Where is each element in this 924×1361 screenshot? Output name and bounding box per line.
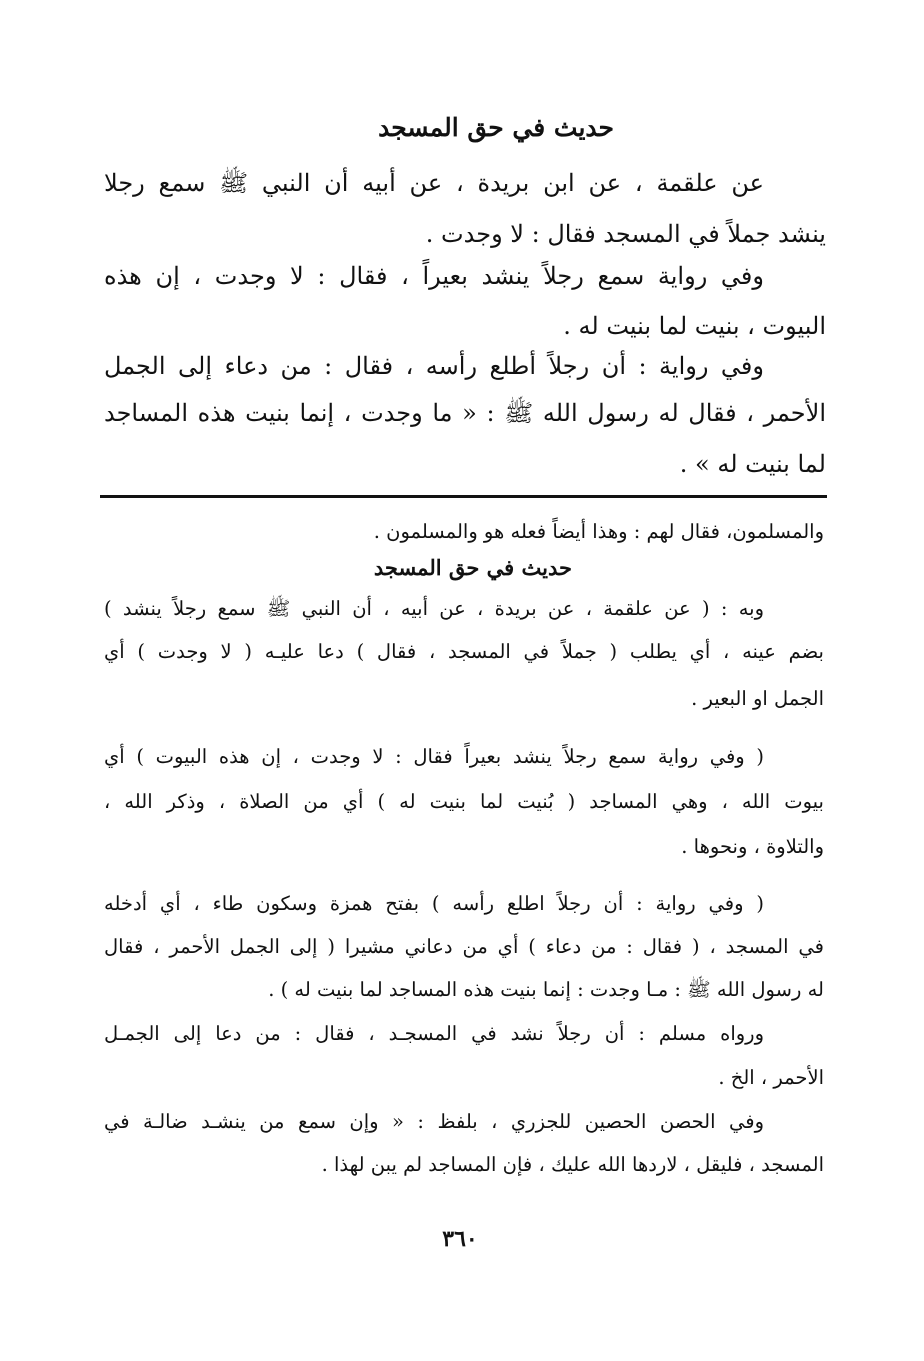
commentary-line: بيوت الله ، وهي المساجد ( بُنيت لما بنيت له ) أي من الصلاة ، وذكر الله ، (104, 790, 824, 813)
commentary-line: ورواه مسلم : أن رجلاً نشد في المسجـد ، فقال : من دعا إلى الجمـل (104, 1022, 764, 1045)
main-line: لما بنيت له » . (679, 450, 826, 478)
commentary-line: ( وفي رواية : أن رجلاً اطلع رأسه ) بفتح همزة وسكون طاء ، أي أدخله (104, 892, 764, 915)
commentary-line: ( وفي رواية سمع رجلاً ينشد بعيراً فقال : لا وجدت ، إن هذه البيوت ) أي (104, 745, 764, 768)
commentary-line: في المسجد ، ( فقال : من دعاء ) أي من دعاني مشيرا ( إلى الجمل الأحمر ، فقال (104, 935, 824, 958)
main-line: البيوت ، بنيت لما بنيت له . (563, 312, 826, 340)
commentary-line: الأحمر ، الخ . (718, 1066, 824, 1089)
main-line: وفي رواية سمع رجلاً ينشد بعيراً ، فقال : لا وجدت ، إن هذه (104, 262, 764, 290)
main-line: وفي رواية : أن رجلاً أطلع رأسه ، فقال : من دعاء إلى الجمل (104, 352, 764, 380)
main-line: عن علقمة ، عن ابن بريدة ، عن أبيه أن النبي ﷺ سمع رجلا (104, 169, 764, 197)
main-line: ينشد جملاً في المسجد فقال : لا وجدت . (425, 220, 826, 248)
commentary-line: والتلاوة ، ونحوها . (681, 835, 824, 858)
commentary-line: وفي الحصن الحصين للجزري ، بلفظ : « وإن سمع من ينشـد ضالـة في (104, 1110, 764, 1133)
commentary-line: له رسول الله ﷺ : مـا وجدت : إنما بنيت هذه المساجد لما بنيت له ) . (268, 978, 824, 1001)
commentary-line: المسجد ، فليقل ، لاردها الله عليك ، فإن المساجد لم يبن لهذا . (321, 1153, 824, 1176)
commentary-intro: والمسلمون، فقال لهم : وهذا أيضاً فعله هو والمسلمون . (373, 520, 824, 543)
commentary-line: الجمل او البعير . (691, 687, 824, 710)
commentary-title: حديث في حق المسجد (373, 555, 572, 580)
main-line: الأحمر ، فقال له رسول الله ﷺ : « ما وجدت ، إنما بنيت هذه المساجد (104, 399, 826, 427)
commentary-line: وبه : ( عن علقمة ، عن بريدة ، عن أبيه ، أن النبي ﷺ سمع رجلاً ينشد ) (104, 597, 764, 620)
page-number: ٣٦٠ (442, 1226, 478, 1252)
main-title: حديث في حق المسجد (378, 113, 614, 142)
commentary-line: بضم عينه ، أي يطلب ( جملاً في المسجد ، فقال ) دعا عليـه ( لا وجدت ) أي (104, 640, 824, 663)
separator-rule (100, 495, 827, 498)
